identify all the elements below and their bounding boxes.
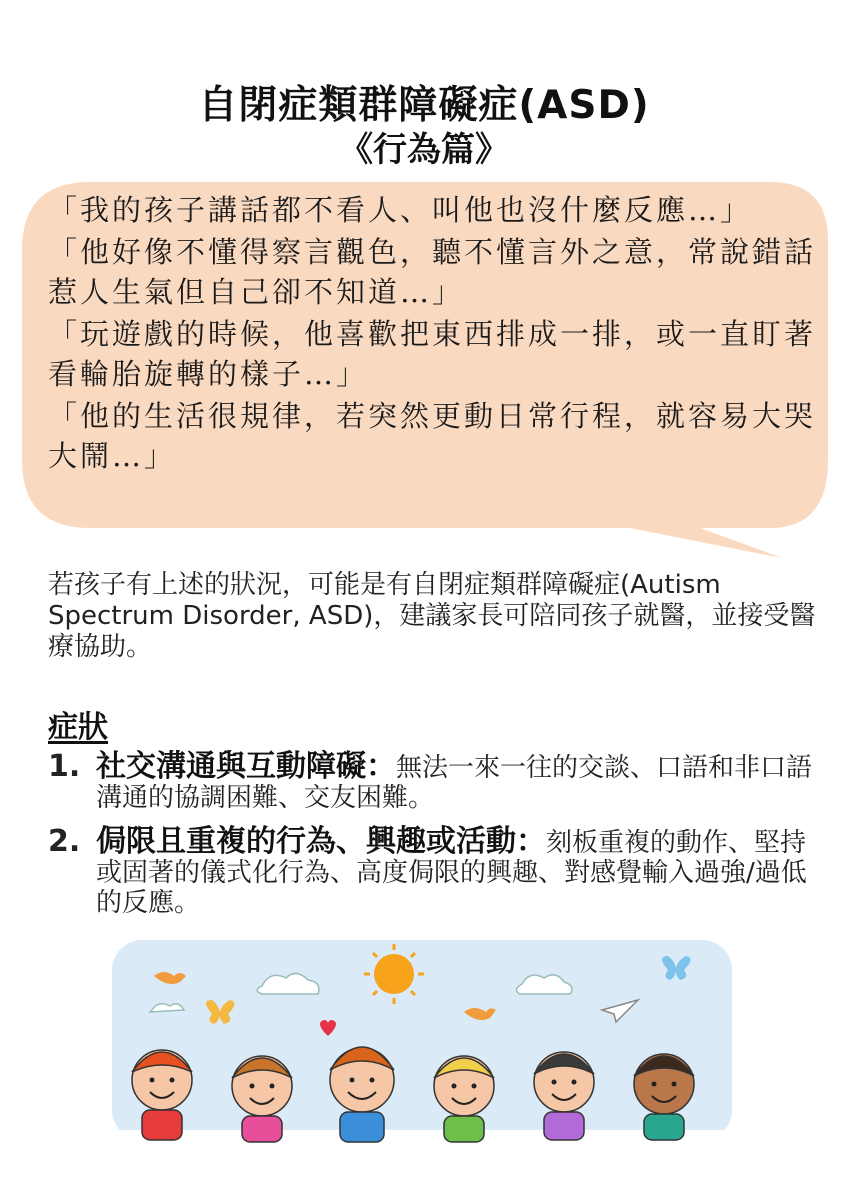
symptom-heading: 社交溝通與互動障礙： bbox=[96, 749, 396, 784]
child-icon bbox=[330, 1047, 394, 1142]
sky-background bbox=[112, 940, 732, 1140]
symptom-number: 1. bbox=[48, 749, 81, 784]
symptom-number: 2. bbox=[48, 824, 81, 859]
symptom-item bbox=[48, 749, 828, 813]
symptom-text: 刻板重複的動作、堅持或固著的儀式化行為、高度侷限的興趣、對感覺輸入過強/過低的反應。 bbox=[96, 828, 807, 918]
quote-item: 「玩遊戲的時候，他喜歡把東西排成一排，或一直盯著看輪胎旋轉的樣子…」 bbox=[48, 317, 817, 391]
quote-item: 「我的孩子講話都不看人、叫他也沒什麼反應…」 bbox=[48, 193, 753, 227]
symptom-list bbox=[48, 749, 828, 932]
quote-item: 「他好像不懂得察言觀色，聽不懂言外之意，常說錯話惹人生氣但自己卻不知道…」 bbox=[48, 235, 817, 309]
symptom-text: 無法一來一往的交談、口語和非口語溝通的協調困難、交友困難。 bbox=[96, 753, 813, 813]
symptom-heading: 侷限且重複的行為、興趣或活動： bbox=[96, 824, 546, 859]
page-title: 自閉症類群障礙症(ASD) bbox=[198, 83, 650, 128]
symptoms-title: 症狀 bbox=[48, 710, 108, 745]
page-subtitle: 《行為篇》 bbox=[339, 130, 509, 170]
quote-item: 「他的生活很規律，若突然更動日常行程，就容易大哭大鬧…」 bbox=[48, 399, 817, 473]
quote-list bbox=[48, 190, 818, 478]
children-illustration bbox=[112, 940, 732, 1150]
intro-paragraph: 若孩子有上述的狀況，可能是有自閉症類群障礙症(Autism Spectrum Disorder, ASD)，建議家長可陪同孩子就醫，並接受醫療協助。 bbox=[48, 570, 816, 662]
symptom-item bbox=[48, 824, 828, 918]
